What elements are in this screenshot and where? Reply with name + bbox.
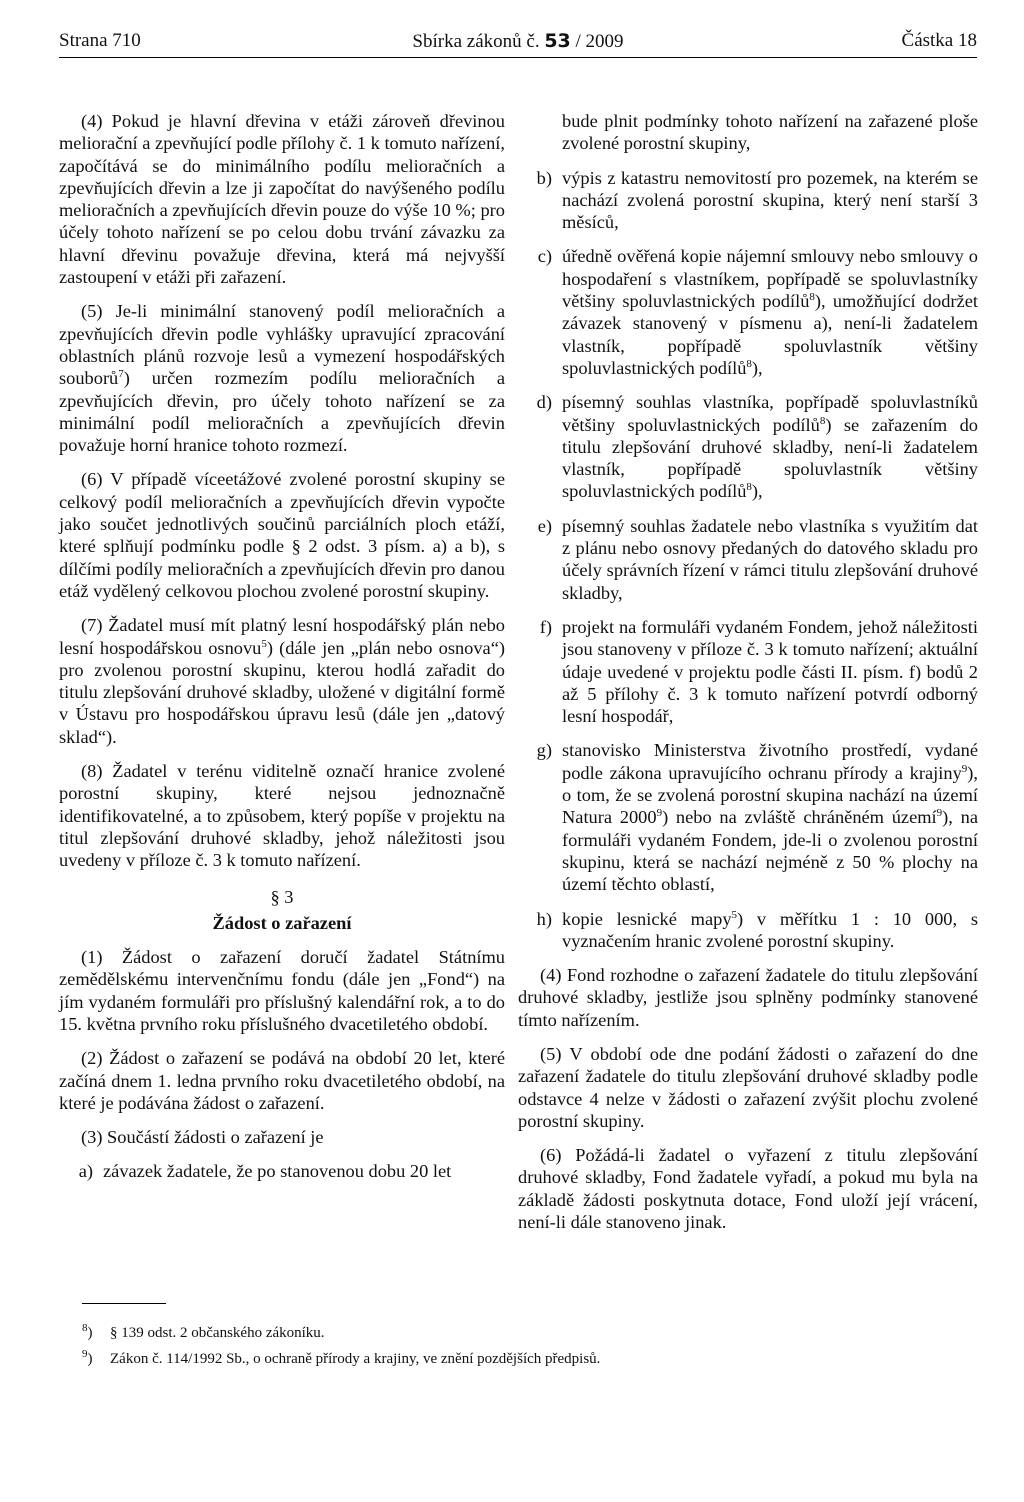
page-header [59, 30, 977, 60]
list-label: c) [537, 246, 552, 267]
paragraph-6: (6) V případě víceetážové zvolené porostní skupiny se celkový podíl melioračních a zpevňujících dřevin vypočte jako součet jednotlivých součinů parciálních ploch etáží, které splňují podmínku podle § 2 odst. 3 písm. a) a b), s dílčími podíly melioračních a zpevňujících dřevin pro danou etáž vydělený celkovou plochou zvolené porostní skupiny. [59, 469, 505, 601]
paragraph-4-decision: (4) Fond rozhodne o zařazení žadatele do titulu zlepšování druhové skladby, jestliže jsou splněny podmínky stanovené tímto nařízením. [518, 965, 978, 1030]
paragraph-6-withdrawal: (6) Požádá-li žadatel o vyřazení z titulu zlepšování druhové skladby, Fond žadatele vyřadí, a pokud mu byla na základě žádosti poskytnuta dotace, Fond uloží její vrácení, není-li dále stanoveno jinak. [518, 1145, 978, 1233]
list-item-h: h) kopie lesnické mapy$^5$) v měřítku 1 : 10 000, s vyznačením hranic zvolené porostní skupiny. [518, 908, 978, 953]
journal-year: / 2009 [575, 31, 624, 52]
list-item-f [518, 616, 978, 727]
list-text: závazek žadatele, že po stanovenou dobu 20 let [103, 1161, 452, 1182]
list-item-g: g) stanovisko Ministerstva životního prostředí, vydané podle zákona upravujícího ochranu přírody a krajiny$^9$), o tom, že se zvolená porostní skupina nachází na území Natura 2000$^9$) nebo na zvláště chráněném území$^9$), na formuláři vydaném Fondem, jde-li o zvolenou porostní skupinu, která se nachází nejméně z 50 % plochy na území těchto oblastí, [518, 739, 978, 895]
header-rule [59, 57, 977, 58]
footnote-mark: $^9$) [82, 1348, 93, 1367]
footnote-rule [82, 1303, 166, 1304]
list-label: a) [78, 1161, 93, 1182]
list-label: e) [537, 515, 552, 536]
list-item-a [59, 1160, 505, 1182]
section-paragraph-3: (3) Součástí žádosti o zařazení je [81, 1127, 324, 1148]
section-title: Žádost o zařazení [212, 912, 352, 933]
paragraph-5: (5) Je-li minimální stanovený podíl melioračních a zpevňujících dřevin podle vyhlášky upravující zpracování oblastních plánů rozvoje lesů a vymezení hospodářských souborů$^7$) určen rozmezím podílu melioračních a zpevňujících dřevin, pro účely tohoto nařízení se za minimální podíl melioračních a zpevňujících dřevin považuje horní hranice tohoto rozmezí. [59, 301, 505, 456]
list-item-c: c) úředně ověřená kopie nájemní smlouvy nebo smlouvy o hospodaření s vlastníkem, popřípadě se spoluvlastníky většiny spoluvlastnických podílů$^8$), umožňující dodržet závazek stanovený v písmenu a), není-li žadatelem vlastník, popřípadě spoluvlastník většiny spoluvlastnických podílů$^8$), [518, 245, 978, 379]
section-paragraph-2: (2) Žádost o zařazení se podává na období 20 let, které začíná dnem 1. ledna prvního roku dvacetiletého období, na které je podávána žádost o zařazení. [59, 1048, 505, 1113]
footnote-text: § 139 odst. 2 občanského zákoníku. [110, 1325, 325, 1341]
paragraph-5-period: (5) V období ode dne podání žádosti o zařazení do dne zařazení žadatele do titulu zlepšování druhové skladby podle odstavce 4 nelze v žádosti o zařazení zvýšit plochu zvolené porostní skupiny. [518, 1043, 978, 1131]
footnote [82, 1346, 962, 1372]
issue-part: Částka 18 [901, 30, 977, 51]
left-column [59, 110, 505, 1195]
issue-number: 53 [544, 30, 571, 52]
section-number: § 3 [270, 886, 294, 907]
journal-name: Sbírka zákonů č. [412, 31, 540, 52]
section-paragraph-1: (1) Žádost o zařazení doručí žadatel Státnímu zemědělskému intervenčnímu fondu (dále jen „Fond“) na jím vydaném formuláři pro příslušný kalendářní rok, a to do 15. května prvního roku příslušného dvacetiletého období. [59, 947, 505, 1034]
list-item-e [518, 515, 978, 604]
list-item-a-continued: bude plnit podmínky tohoto nařízení na zařazené ploše zvolené porostní skupiny, [562, 111, 978, 154]
list-text: projekt na formuláři vydaném Fondem, jehož náležitosti jsou stanoveny v příloze č. 3 k tomuto nařízení; aktuální údaje uvedené v projektu podle části II. písm. f) bodů 2 až 5 přílohy č. 3 k tomuto nařízení potvrdí odborný lesní hospodář, [562, 616, 978, 727]
list-label: h) [536, 908, 552, 929]
list-item-d: d) písemný souhlas vlastníka, popřípadě spoluvlastníků většiny spoluvlastnických podílů$^8$) se zařazením do titulu zlepšování druhové skladby, není-li žadatelem vlastník, popřípadě spoluvlastník většiny spoluvlastnických podílů$^8$), [518, 391, 978, 502]
footnote [82, 1320, 962, 1346]
footnotes [82, 1320, 962, 1372]
paragraph-7: (7) Žadatel musí mít platný lesní hospodářský plán nebo lesní hospodářskou osnovu$^5$) (dále jen „plán nebo osnova“) pro zvolenou porostní skupinu, kterou hodlá zařadit do titulu zlepšování druhové skladby, uložené v digitální formě v Ústavu pro hospodářskou úpravu lesů (dále jen „datový sklad“). [59, 615, 506, 747]
footnote-mark: $^8$) [82, 1322, 93, 1341]
list-label: d) [536, 392, 552, 413]
journal-title [59, 30, 977, 53]
list-label: f) [539, 616, 552, 637]
list-text: písemný souhlas žadatele nebo vlastníka s využitím dat z plánu nebo osnovy předaných do datového skladu pro účely správních řízení v rámci titulu zlepšování druhové skladby, [562, 515, 978, 603]
page-number: Strana 710 [59, 30, 141, 51]
right-column [518, 110, 978, 1245]
list-label: b) [536, 167, 552, 188]
list-item-b [518, 167, 978, 234]
footnote-text: Zákon č. 114/1992 Sb., o ochraně přírody a krajiny, ve znění pozdějších předpisů. [110, 1351, 601, 1367]
paragraph-8: (8) Žadatel v terénu viditelně označí hranice zvolené porostní skupiny, které nejsou jednoznačně identifikovatelné, a to způsobem, který popíše v projektu na titul zlepšování druhové skladby, jehož náležitosti jsou uvedeny v příloze č. 3 k tomuto nařízení. [59, 761, 505, 871]
list-label: g) [536, 740, 552, 761]
paragraph-4: (4) Pokud je hlavní dřevina v etáži zároveň dřevinou meliorační a zpevňující podle přílohy č. 1 k tomuto nařízení, započítává se do minimálního podílu melioračních a zpevňujících dřevin a lze ji započítat do navýšeného podílu melioračních a zpevňujících dřevin pouze do výše 10 %; pro účely tohoto nařízení se po celou dobu trvání závazku za hlavní dřevinu považuje dřevina, která má nejvyšší zastoupení v etáži při zařazení. [59, 111, 505, 288]
list-text: výpis z katastru nemovitostí pro pozemek, na kterém se nachází zvolená porostní skupina, který není starší 3 měsíců, [562, 167, 978, 233]
